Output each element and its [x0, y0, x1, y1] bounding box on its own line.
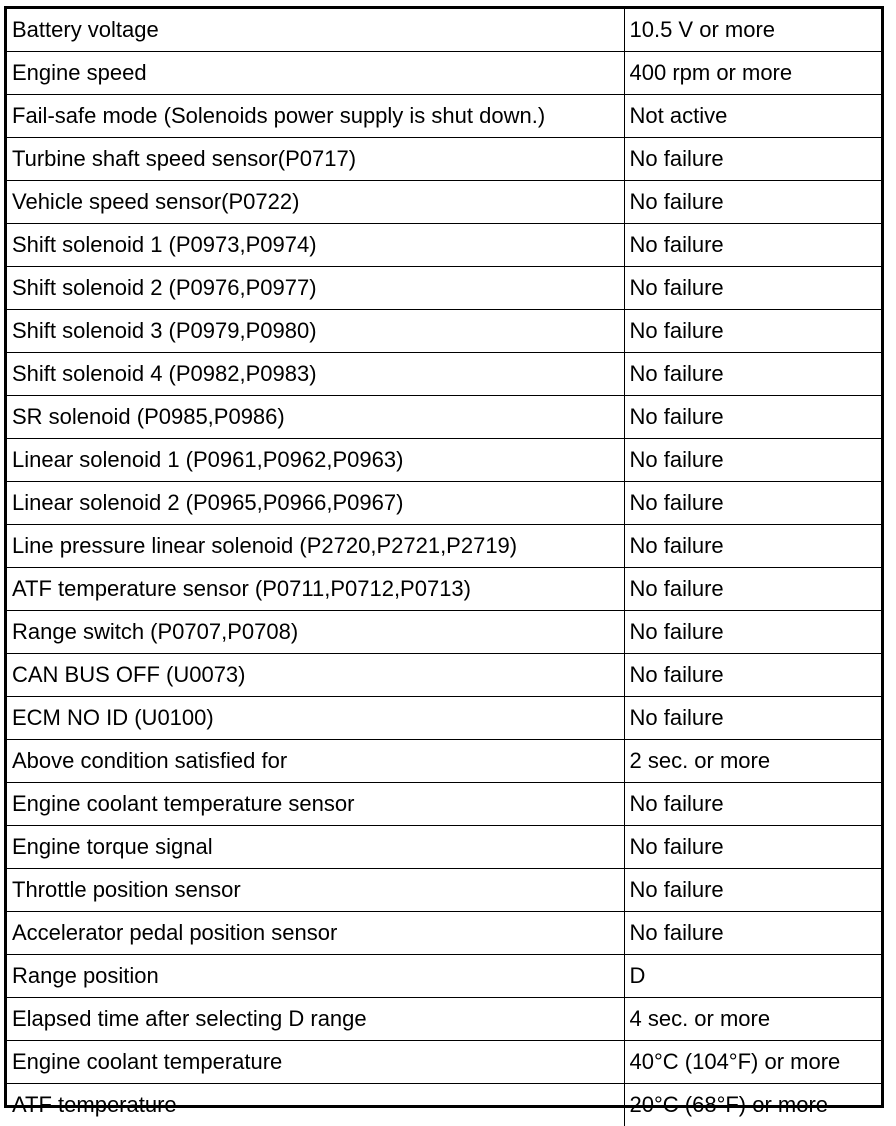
condition-item: Turbine shaft speed sensor(P0717) — [7, 138, 624, 181]
table-row — [7, 740, 881, 783]
condition-item: ATF temperature — [7, 1084, 624, 1126]
condition-value: D — [624, 955, 881, 998]
condition-item: Shift solenoid 2 (P0976,P0977) — [7, 267, 624, 310]
condition-value: No failure — [624, 482, 881, 525]
condition-item: SR solenoid (P0985,P0986) — [7, 396, 624, 439]
condition-item: Engine speed — [7, 52, 624, 95]
condition-item: Linear solenoid 2 (P0965,P0966,P0967) — [7, 482, 624, 525]
condition-value: No failure — [624, 654, 881, 697]
condition-item: ATF temperature sensor (P0711,P0712,P0713) — [7, 568, 624, 611]
condition-value: 400 rpm or more — [624, 52, 881, 95]
condition-item: Engine coolant temperature sensor — [7, 783, 624, 826]
table-row — [7, 396, 881, 439]
table-row — [7, 998, 881, 1041]
table-row — [7, 1041, 881, 1084]
table-row — [7, 568, 881, 611]
condition-value: No failure — [624, 912, 881, 955]
condition-value: No failure — [624, 396, 881, 439]
table-row — [7, 181, 881, 224]
conditions-table — [7, 9, 881, 1126]
condition-value: 2 sec. or more — [624, 740, 881, 783]
condition-item: Battery voltage — [7, 9, 624, 52]
condition-item: Throttle position sensor — [7, 869, 624, 912]
condition-value: No failure — [624, 568, 881, 611]
condition-item: Engine torque signal — [7, 826, 624, 869]
table-row — [7, 1084, 881, 1126]
table-row — [7, 826, 881, 869]
condition-item: ECM NO ID (U0100) — [7, 697, 624, 740]
condition-item: Range switch (P0707,P0708) — [7, 611, 624, 654]
condition-value: No failure — [624, 310, 881, 353]
table-row — [7, 267, 881, 310]
conditions-table-frame — [4, 6, 884, 1108]
table-row — [7, 697, 881, 740]
condition-value: 10.5 V or more — [624, 9, 881, 52]
table-row — [7, 353, 881, 396]
condition-item: Shift solenoid 3 (P0979,P0980) — [7, 310, 624, 353]
condition-item: CAN BUS OFF (U0073) — [7, 654, 624, 697]
table-row — [7, 955, 881, 998]
condition-value: No failure — [624, 439, 881, 482]
table-row — [7, 9, 881, 52]
condition-value: No failure — [624, 138, 881, 181]
table-row — [7, 611, 881, 654]
condition-value: 40°C (104°F) or more — [624, 1041, 881, 1084]
condition-value: No failure — [624, 611, 881, 654]
table-row — [7, 310, 881, 353]
condition-value: Not active — [624, 95, 881, 138]
table-row — [7, 439, 881, 482]
condition-value: No failure — [624, 353, 881, 396]
table-row — [7, 654, 881, 697]
condition-item: Accelerator pedal position sensor — [7, 912, 624, 955]
condition-item: Range position — [7, 955, 624, 998]
table-row — [7, 869, 881, 912]
condition-item: Above condition satisfied for — [7, 740, 624, 783]
table-row — [7, 138, 881, 181]
condition-item: Vehicle speed sensor(P0722) — [7, 181, 624, 224]
condition-item: Shift solenoid 1 (P0973,P0974) — [7, 224, 624, 267]
condition-item: Fail-safe mode (Solenoids power supply is shut down.) — [7, 95, 624, 138]
condition-value: No failure — [624, 525, 881, 568]
condition-item: Elapsed time after selecting D range — [7, 998, 624, 1041]
table-row — [7, 482, 881, 525]
condition-item: Linear solenoid 1 (P0961,P0962,P0963) — [7, 439, 624, 482]
condition-value: 4 sec. or more — [624, 998, 881, 1041]
table-row — [7, 95, 881, 138]
condition-value: No failure — [624, 869, 881, 912]
condition-value: No failure — [624, 267, 881, 310]
condition-value: No failure — [624, 783, 881, 826]
condition-item: Engine coolant temperature — [7, 1041, 624, 1084]
table-row — [7, 912, 881, 955]
table-row — [7, 52, 881, 95]
condition-item: Line pressure linear solenoid (P2720,P2721,P2719) — [7, 525, 624, 568]
condition-value: 20°C (68°F) or more — [624, 1084, 881, 1126]
table-row — [7, 783, 881, 826]
conditions-table-body — [7, 9, 881, 1126]
condition-value: No failure — [624, 181, 881, 224]
condition-item: Shift solenoid 4 (P0982,P0983) — [7, 353, 624, 396]
table-row — [7, 224, 881, 267]
table-row — [7, 525, 881, 568]
condition-value: No failure — [624, 697, 881, 740]
condition-value: No failure — [624, 224, 881, 267]
condition-value: No failure — [624, 826, 881, 869]
